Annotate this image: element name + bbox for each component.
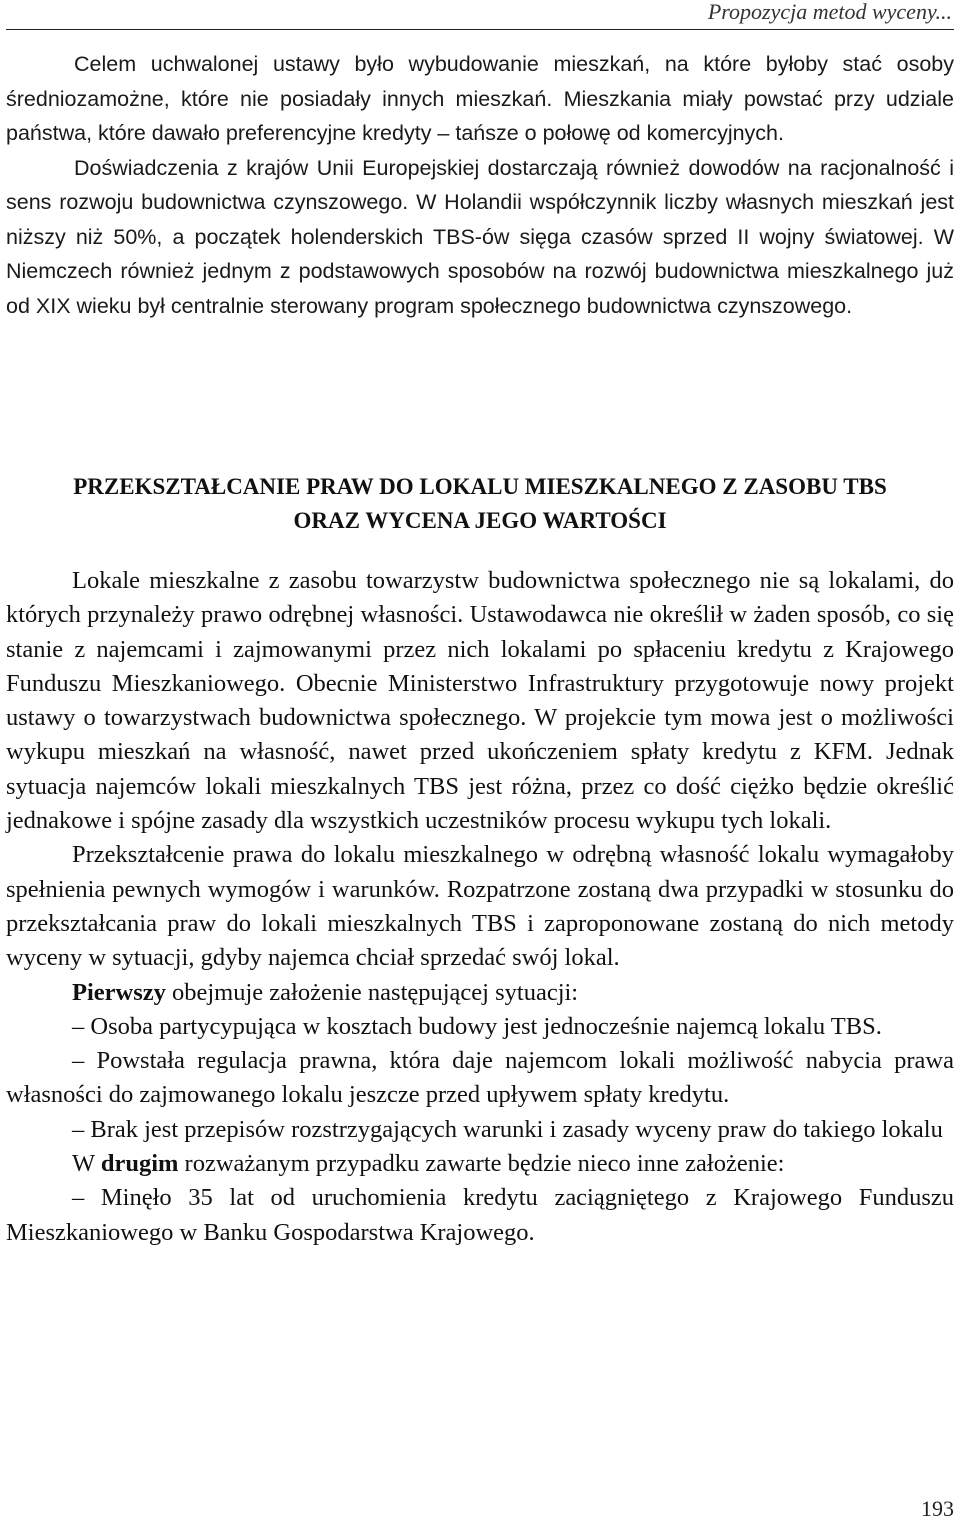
list-item: – Powstała regulacja prawna, która daje najemcom lokali możliwość nabycia prawa własności do zajmowanego lokalu jeszcze przed upływem spłaty kredytu. <box>6 1047 954 1109</box>
section-heading <box>6 470 954 538</box>
body-paragraph: Lokale mieszkalne z zasobu towarzystw budownictwa społecznego nie są lokalami, do których przynależy prawo odrębnej własności. Ustawodawca nie określił w żaden sposób, co się stanie z najemcami i zajmowanymi przez nich lokalami po spłaceniu kredytu z Krajowego Funduszu Mieszkaniowego. Obecnie Ministerstwo Infrastruktury przygotowuje nowy projekt ustawy o towarzystwach budownictwa społecznego. W projekcie tym mowa jest o możliwości wykupu mieszkań na własność, nawet przed ukończeniem spłaty kredytu z KFM. Jednak sytuacja najemców lokali mieszkalnych TBS jest różna, przez co dość ciężko będzie określić jednakowe i spójne zasady dla wszystkich uczestników procesu wykupu tych lokali. <box>6 567 954 835</box>
list-item: – Brak jest przepisów rozstrzygających warunki i zasady wyceny praw do takiego lokalu <box>72 1115 943 1143</box>
second-case-intro <box>6 1147 954 1181</box>
second-case-text: rozważanym przypadku zawarte będzie nieco inne założenie: <box>178 1150 785 1178</box>
body-paragraph: Przekształcenie prawa do lokalu mieszkalnego w odrębną własność lokalu wymagałoby spełnienia pewnych wymogów i warunków. Rozpatrzone zostaną dwa przypadki w stosunku do przekształcania praw do lokali mieszkalnych TBS i zaproponowane zostaną do nich metody wyceny w sytuacji, gdyby najemca chciał sprzedać swój lokal. <box>6 841 954 972</box>
list-item: – Osoba partycypująca w kosztach budowy jest jednocześnie najemcą lokalu TBS. <box>72 1012 882 1040</box>
first-case-text: obejmuje założenie następującej sytuacji: <box>165 978 579 1006</box>
second-case-label: drugim <box>100 1150 179 1178</box>
list-item: – Minęło 35 lat od uruchomienia kredytu zaciągniętego z Krajowego Funduszu Mieszkaniowego w Banku Gospodarstwa Krajowego. <box>6 1184 954 1246</box>
second-case-prefix: W <box>72 1150 101 1178</box>
intro-paragraph: Celem uchwalonej ustawy było wybudowanie mieszkań, na które byłoby stać osoby średniozamożne, które nie posiadały innych mieszkań. Mieszkania miały powstać przy udziale państwa, które dawało preferencyjne kredyty – tańsze o połowę od komercyjnych. <box>6 52 954 145</box>
section-body <box>6 564 954 1250</box>
page-number: 193 <box>921 1496 954 1521</box>
section-heading-line: PRZEKSZTAŁCANIE PRAW DO LOKALU MIESZKALNEGO Z ZASOBU TBS <box>73 474 887 499</box>
intro-text <box>6 47 954 323</box>
first-case-intro <box>6 976 954 1010</box>
running-header: Propozycja metod wyceny... <box>6 0 954 30</box>
first-case-label: Pierwszy <box>72 978 166 1006</box>
section-heading-line: ORAZ WYCENA JEGO WARTOŚCI <box>293 508 667 533</box>
intro-paragraph: Doświadczenia z krajów Unii Europejskiej dostarczają również dowodów na racjonalność i sens rozwoju budownictwa czynszowego. W Holandii współczynnik liczby własnych mieszkań jest niższy niż 50%, a początek holenderskich TBS-ów sięga czasów sprzed II wojny światowej. W Niemczech również jednym z podstawowych sposobów na rozwój budownictwa mieszkalnego już od XIX wieku był centralnie sterowany program społecznego budownictwa czynszowego. <box>6 155 954 318</box>
